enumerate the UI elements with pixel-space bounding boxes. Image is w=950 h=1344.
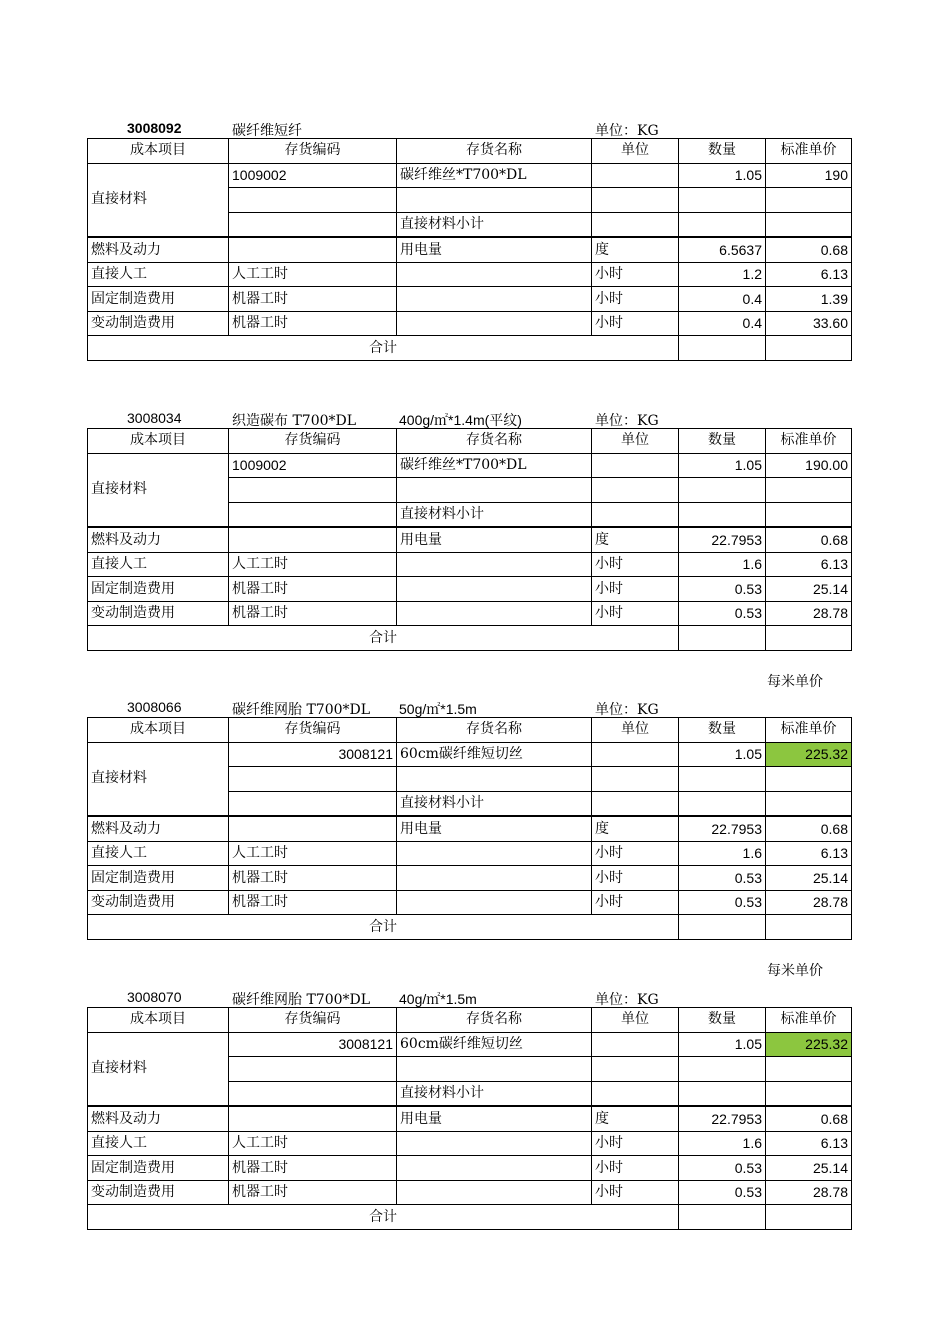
table-row: [88, 742, 852, 767]
quantity-cell: 0.53: [679, 601, 766, 626]
quantity-cell: [679, 791, 766, 816]
unit-cell: 小时: [592, 311, 679, 336]
standard-price-cell: [766, 1081, 852, 1106]
inventory-code-cell: 机器工时: [229, 601, 397, 626]
unit-cell: [592, 212, 679, 237]
cost-item-cell: 固定制造费用: [88, 577, 229, 602]
column-header: 数量: [679, 429, 766, 454]
inventory-name-cell: 直接材料小计: [397, 1081, 592, 1106]
column-header: 存货编码: [229, 1008, 397, 1033]
column-header: 标准单价: [766, 718, 852, 743]
quantity-cell: 0.53: [679, 577, 766, 602]
column-header: 数量: [679, 718, 766, 743]
standard-price-cell: 6.13: [766, 552, 852, 577]
product-code: 3008092: [127, 120, 182, 136]
column-header: 单位: [592, 718, 679, 743]
inventory-code-cell: 机器工时: [229, 577, 397, 602]
standard-price-cell: 1.39: [766, 287, 852, 312]
total-price-cell: [766, 626, 852, 651]
table-row: [88, 1032, 852, 1057]
cost-item-cell: 直接人工: [88, 1131, 229, 1156]
unit-cell: 度: [592, 1106, 679, 1131]
standard-price-cell: [766, 188, 852, 213]
inventory-name-cell: [397, 311, 592, 336]
inventory-name-cell: [397, 552, 592, 577]
standard-price-cell: 0.68: [766, 237, 852, 262]
cost-item-cell: 变动制造费用: [88, 311, 229, 336]
quantity-cell: 1.6: [679, 1131, 766, 1156]
inventory-code-cell: [229, 1057, 397, 1082]
total-price-cell: [766, 915, 852, 940]
inventory-code-cell: 机器工时: [229, 1156, 397, 1181]
column-header: 成本项目: [88, 139, 229, 164]
inventory-name-cell: [397, 188, 592, 213]
unit-cell: 小时: [592, 601, 679, 626]
total-price-cell: [766, 1205, 852, 1230]
table-row: [88, 577, 852, 602]
cost-item-cell: 变动制造费用: [88, 890, 229, 915]
total-price-cell: [766, 336, 852, 361]
inventory-name-cell: [397, 1131, 592, 1156]
inventory-name-cell: 用电量: [397, 527, 592, 552]
quantity-cell: [679, 478, 766, 503]
unit-cell: [592, 1081, 679, 1106]
cost-block: [87, 699, 851, 979]
cost-table: [87, 717, 852, 940]
total-quantity-cell: [679, 626, 766, 651]
inventory-code-cell: [229, 478, 397, 503]
inventory-name-cell: 直接材料小计: [397, 502, 592, 527]
quantity-cell: 1.6: [679, 552, 766, 577]
inventory-name-cell: [397, 841, 592, 866]
quantity-cell: [679, 1057, 766, 1082]
unit-cell: 小时: [592, 1131, 679, 1156]
table-row: [88, 601, 852, 626]
unit-cell: [592, 453, 679, 478]
cost-item-cell: 固定制造费用: [88, 1156, 229, 1181]
cost-table: [87, 1007, 852, 1230]
unit-cell: [592, 478, 679, 503]
inventory-name-cell: [397, 890, 592, 915]
cost-item-cell: 直接人工: [88, 552, 229, 577]
table-row: [88, 237, 852, 262]
cost-item-cell: 变动制造费用: [88, 1180, 229, 1205]
table-row: [88, 163, 852, 188]
inventory-code-cell: 机器工时: [229, 890, 397, 915]
cost-table: [87, 138, 852, 361]
table-row: [88, 890, 852, 915]
total-label: 合计: [88, 336, 679, 361]
total-row: [88, 915, 852, 940]
unit-cell: 小时: [592, 287, 679, 312]
inventory-code-cell: 3008121: [229, 1032, 397, 1057]
inventory-code-cell: 人工工时: [229, 841, 397, 866]
standard-price-cell: 225.32: [766, 742, 852, 767]
inventory-code-cell: 机器工时: [229, 1180, 397, 1205]
unit-cell: [592, 791, 679, 816]
unit-cell: 小时: [592, 552, 679, 577]
unit-cell: [592, 188, 679, 213]
column-header: 数量: [679, 139, 766, 164]
total-quantity-cell: [679, 1205, 766, 1230]
column-header: 数量: [679, 1008, 766, 1033]
inventory-name-cell: 用电量: [397, 1106, 592, 1131]
standard-price-cell: [766, 767, 852, 792]
unit-cell: 小时: [592, 890, 679, 915]
block-title-row: [87, 989, 851, 1007]
standard-price-cell: 0.68: [766, 527, 852, 552]
inventory-name-cell: 用电量: [397, 816, 592, 841]
unit-cell: 小时: [592, 1180, 679, 1205]
direct-material-label: 直接材料: [88, 163, 229, 237]
inventory-code-cell: 1009002: [229, 163, 397, 188]
unit-cell: 度: [592, 237, 679, 262]
product-unit: 单位：KG: [595, 992, 659, 1008]
product-name: 碳纤维短纤: [232, 123, 302, 139]
quantity-cell: 0.53: [679, 1180, 766, 1205]
table-row: [88, 866, 852, 891]
standard-price-cell: [766, 502, 852, 527]
column-header: 标准单价: [766, 139, 852, 164]
inventory-name-cell: [397, 866, 592, 891]
column-header: 成本项目: [88, 1008, 229, 1033]
column-header: 存货名称: [397, 429, 592, 454]
quantity-cell: 6.5637: [679, 237, 766, 262]
table-row: [88, 816, 852, 841]
per-meter-price-note: 每米单价: [767, 674, 823, 690]
table-row: [88, 1156, 852, 1181]
block-title-row: [87, 410, 851, 428]
unit-cell: [592, 1032, 679, 1057]
total-quantity-cell: [679, 915, 766, 940]
table-header-row: [88, 718, 852, 743]
block-title-row: [87, 120, 851, 138]
quantity-cell: 22.7953: [679, 1106, 766, 1131]
table-row: [88, 262, 852, 287]
column-header: 成本项目: [88, 718, 229, 743]
standard-price-cell: 28.78: [766, 890, 852, 915]
inventory-name-cell: 碳纤维丝*T700*DL: [397, 163, 592, 188]
product-name: 碳纤维网胎 T700*DL: [232, 992, 371, 1008]
total-label: 合计: [88, 915, 679, 940]
total-label: 合计: [88, 626, 679, 651]
column-header: 存货编码: [229, 139, 397, 164]
unit-cell: [592, 502, 679, 527]
inventory-code-cell: [229, 791, 397, 816]
quantity-cell: 22.7953: [679, 816, 766, 841]
quantity-cell: 1.2: [679, 262, 766, 287]
direct-material-label: 直接材料: [88, 1032, 229, 1106]
inventory-code-cell: 机器工时: [229, 287, 397, 312]
inventory-name-cell: [397, 577, 592, 602]
product-unit: 单位：KG: [595, 123, 659, 139]
quantity-cell: 0.4: [679, 311, 766, 336]
cost-item-cell: 固定制造费用: [88, 287, 229, 312]
inventory-name-cell: [397, 287, 592, 312]
inventory-name-cell: 60cm碳纤维短切丝: [397, 1032, 592, 1057]
inventory-name-cell: [397, 478, 592, 503]
total-row: [88, 626, 852, 651]
quantity-cell: 1.05: [679, 453, 766, 478]
column-header: 存货编码: [229, 718, 397, 743]
standard-price-cell: [766, 212, 852, 237]
column-header: 单位: [592, 139, 679, 164]
standard-price-cell: 6.13: [766, 1131, 852, 1156]
table-row: [88, 287, 852, 312]
cost-block: [87, 989, 851, 1230]
standard-price-cell: 6.13: [766, 262, 852, 287]
standard-price-cell: [766, 1057, 852, 1082]
unit-cell: 小时: [592, 262, 679, 287]
product-name: 织造碳布 T700*DL: [232, 413, 357, 429]
quantity-cell: [679, 502, 766, 527]
inventory-code-cell: 机器工时: [229, 311, 397, 336]
inventory-name-cell: 碳纤维丝*T700*DL: [397, 453, 592, 478]
inventory-code-cell: [229, 816, 397, 841]
inventory-code-cell: 人工工时: [229, 552, 397, 577]
cost-item-cell: 燃料及动力: [88, 237, 229, 262]
standard-price-cell: [766, 791, 852, 816]
product-code: 3008070: [127, 989, 182, 1005]
cost-item-cell: 直接人工: [88, 262, 229, 287]
quantity-cell: [679, 212, 766, 237]
standard-price-cell: 28.78: [766, 601, 852, 626]
inventory-code-cell: [229, 188, 397, 213]
standard-price-cell: 28.78: [766, 1180, 852, 1205]
inventory-name-cell: 直接材料小计: [397, 791, 592, 816]
standard-price-cell: 25.14: [766, 577, 852, 602]
direct-material-label: 直接材料: [88, 742, 229, 816]
standard-price-cell: 33.60: [766, 311, 852, 336]
inventory-code-cell: [229, 212, 397, 237]
inventory-code-cell: [229, 1106, 397, 1131]
unit-cell: 度: [592, 527, 679, 552]
table-row: [88, 1106, 852, 1131]
table-row: [88, 311, 852, 336]
cost-block: [87, 410, 851, 690]
table-row: [88, 1131, 852, 1156]
inventory-code-cell: [229, 1081, 397, 1106]
inventory-name-cell: [397, 1156, 592, 1181]
inventory-code-cell: [229, 767, 397, 792]
column-header: 标准单价: [766, 429, 852, 454]
inventory-code-cell: [229, 237, 397, 262]
quantity-cell: 1.05: [679, 742, 766, 767]
cost-item-cell: 燃料及动力: [88, 1106, 229, 1131]
product-unit: 单位：KG: [595, 413, 659, 429]
unit-cell: 小时: [592, 841, 679, 866]
quantity-cell: [679, 188, 766, 213]
block-title-row: [87, 699, 851, 717]
column-header: 单位: [592, 1008, 679, 1033]
table-header-row: [88, 1008, 852, 1033]
inventory-name-cell: [397, 1057, 592, 1082]
column-header: 成本项目: [88, 429, 229, 454]
cost-item-cell: 直接人工: [88, 841, 229, 866]
product-name: 碳纤维网胎 T700*DL: [232, 702, 371, 718]
column-header: 标准单价: [766, 1008, 852, 1033]
quantity-cell: [679, 767, 766, 792]
inventory-code-cell: 1009002: [229, 453, 397, 478]
standard-price-cell: 25.14: [766, 1156, 852, 1181]
inventory-code-cell: 人工工时: [229, 1131, 397, 1156]
unit-cell: [592, 1057, 679, 1082]
quantity-cell: 1.6: [679, 841, 766, 866]
quantity-cell: 1.05: [679, 1032, 766, 1057]
standard-price-cell: 225.32: [766, 1032, 852, 1057]
quantity-cell: 1.05: [679, 163, 766, 188]
product-unit: 单位：KG: [595, 702, 659, 718]
standard-price-cell: 190.00: [766, 453, 852, 478]
column-header: 存货名称: [397, 1008, 592, 1033]
table-row: [88, 527, 852, 552]
per-meter-price-note: 每米单价: [767, 963, 823, 979]
unit-cell: [592, 163, 679, 188]
inventory-name-cell: 60cm碳纤维短切丝: [397, 742, 592, 767]
cost-item-cell: 燃料及动力: [88, 816, 229, 841]
column-header: 存货名称: [397, 139, 592, 164]
standard-price-cell: 6.13: [766, 841, 852, 866]
quantity-cell: 0.53: [679, 866, 766, 891]
table-header-row: [88, 139, 852, 164]
inventory-code-cell: [229, 502, 397, 527]
unit-cell: 度: [592, 816, 679, 841]
unit-cell: 小时: [592, 1156, 679, 1181]
cost-item-cell: 变动制造费用: [88, 601, 229, 626]
unit-cell: [592, 742, 679, 767]
total-row: [88, 336, 852, 361]
cost-block: [87, 120, 851, 361]
total-label: 合计: [88, 1205, 679, 1230]
column-header: 存货编码: [229, 429, 397, 454]
standard-price-cell: 0.68: [766, 1106, 852, 1131]
inventory-code-cell: 人工工时: [229, 262, 397, 287]
column-header: 单位: [592, 429, 679, 454]
cost-table: [87, 428, 852, 651]
table-row: [88, 841, 852, 866]
quantity-cell: [679, 1081, 766, 1106]
inventory-name-cell: 直接材料小计: [397, 212, 592, 237]
table-row: [88, 552, 852, 577]
unit-cell: [592, 767, 679, 792]
inventory-code-cell: 机器工时: [229, 866, 397, 891]
inventory-name-cell: [397, 1180, 592, 1205]
total-row: [88, 1205, 852, 1230]
inventory-name-cell: 用电量: [397, 237, 592, 262]
standard-price-cell: 0.68: [766, 816, 852, 841]
inventory-code-cell: [229, 527, 397, 552]
quantity-cell: 22.7953: [679, 527, 766, 552]
product-spec: 50g/㎡*1.5m: [399, 701, 477, 717]
cost-item-cell: 燃料及动力: [88, 527, 229, 552]
standard-price-cell: 190: [766, 163, 852, 188]
column-header: 存货名称: [397, 718, 592, 743]
unit-cell: 小时: [592, 577, 679, 602]
product-spec: 400g/㎡*1.4m(平纹): [399, 412, 522, 428]
table-row: [88, 1180, 852, 1205]
inventory-code-cell: 3008121: [229, 742, 397, 767]
cost-item-cell: 固定制造费用: [88, 866, 229, 891]
product-code: 3008034: [127, 410, 182, 426]
inventory-name-cell: [397, 767, 592, 792]
inventory-name-cell: [397, 601, 592, 626]
quantity-cell: 0.4: [679, 287, 766, 312]
product-spec: 40g/㎡*1.5m: [399, 991, 477, 1007]
unit-cell: 小时: [592, 866, 679, 891]
quantity-cell: 0.53: [679, 890, 766, 915]
product-code: 3008066: [127, 699, 182, 715]
direct-material-label: 直接材料: [88, 453, 229, 527]
inventory-name-cell: [397, 262, 592, 287]
table-row: [88, 453, 852, 478]
standard-price-cell: [766, 478, 852, 503]
quantity-cell: 0.53: [679, 1156, 766, 1181]
table-header-row: [88, 429, 852, 454]
standard-price-cell: 25.14: [766, 866, 852, 891]
total-quantity-cell: [679, 336, 766, 361]
